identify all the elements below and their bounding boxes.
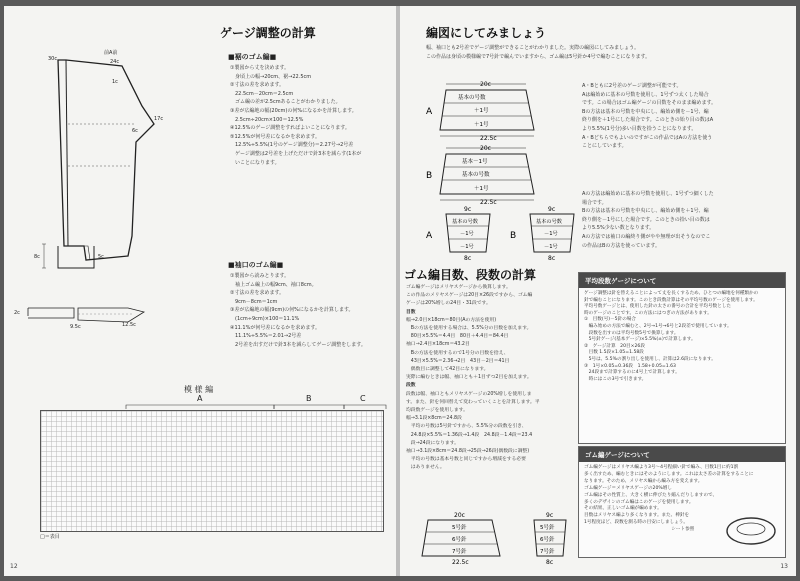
page-number-right: 13 <box>780 563 788 570</box>
cuff-needle-row2: 6号針 <box>540 537 555 543</box>
cuff-needle-row3: 7号針 <box>540 549 555 555</box>
rib-heading: ■裾のゴム編■ <box>228 53 277 61</box>
diagram-b-letter: B <box>426 171 433 181</box>
average-gauge-box-body: ゲージ調整は針を替えることによって丈を長くするため、ひとつの編地を何種類かの 針で編むことになります。このとき段数計算はその平均号数のゲージを使用します。 平均号数ゲージとは、使用した針の太さの番号の合計を平均号数とした 時のゲージのことです。この方法にはつぎの方法があります。 ① 目数(号)－5針の場合 編み始めの方法で編むと、2号→1号→6号と2段差で使用しています。 段数を出すのは平均号数5号で換算します。 5号針ゲージ(基本ゲージ)×5.5%(±)で計算します。 ② ゲージ計算 20目×26段 目数 1.5段×1.05=1.58段 5号は、5.5%の割り出しを使用し、計算は2.6段になります。 ③ 1号×0.05=0.36段 1.58+0.05=1.63 24段まで計算するのに4号上で計算します。 時にはこの3号で引きます。 <box>584 291 759 382</box>
diagram-b-bottom: 22.5c <box>480 199 497 204</box>
cuff-diagram-a <box>422 204 512 262</box>
body-rib-needle-diagram <box>408 510 516 566</box>
right-page-title: 編図にしてみましょう <box>426 26 547 40</box>
label-5c: 5c <box>98 254 104 260</box>
cuff-heading: ■袖口のゴム編■ <box>228 261 284 269</box>
rib-gauge-box <box>578 446 786 558</box>
label-12-5c: 12.5c <box>122 322 136 328</box>
label-6c: 6c <box>132 128 138 134</box>
average-gauge-box <box>578 272 786 444</box>
diagram-a-bottom: 22.5c <box>480 135 497 140</box>
body-diagram-row1: 5号針 <box>452 525 467 531</box>
rib-gauge-box-title: ゴム編ゲージについて <box>579 447 785 462</box>
rib-calculation-text: ①製図から丈を決めます。 身頃上の幅→20cm、裾→22.5cm ②寸法の差を求めます。 22.5cm－20cm＝2.5cm ゴム編の差が2.5cmあることがわかりました。 ③差が広編地の幅(20cm)の何%になるかを計算します。 2.5cm÷20cm×100＝12.5% ④12.5%のゲージ調整をすればよいことになります。 ⑤12.5%が何号差になるかを求めます。 12.5%÷5.5%(1号のゲージ調整分)＝2.27号→2号差 ゲージ調整は2号差を上げただけで針3本を減らす(1本が いことになります。 <box>230 65 362 166</box>
right-page <box>400 6 796 576</box>
diagram-b-top: 20c <box>480 145 491 152</box>
cuff-needle-top: 9c <box>546 512 554 519</box>
cuff-b-row2: －1号 <box>544 231 558 237</box>
diagram-a-row3: ＋1号 <box>474 122 489 128</box>
rib-diagram-b <box>422 142 572 204</box>
label-8c: 8c <box>34 254 40 260</box>
rib-swatch-illustration <box>723 513 779 549</box>
body-diagram-row2: 6号針 <box>452 537 467 543</box>
rib-diagram-a <box>422 78 572 140</box>
cuff-a-bottom: 8c <box>464 255 472 262</box>
label-front: 前A前 <box>104 50 118 56</box>
label-9-5c: 9.5c <box>70 324 81 330</box>
chart-letter-b: B <box>306 394 312 403</box>
diagram-a-row1: 基本の号数 <box>458 95 486 101</box>
left-page <box>4 6 396 576</box>
cuff-needle-bottom: 8c <box>546 559 554 566</box>
diagram-a-row2: ＋1号 <box>474 108 489 114</box>
average-gauge-box-title: 平均段数ゲージについて <box>579 273 785 288</box>
cuff-a-row2: －1号 <box>460 231 474 237</box>
diagram-b-row3: ＋1号 <box>474 186 489 192</box>
diagram-b-row2: 基本の号数 <box>462 172 490 178</box>
cuff-a-top: 9c <box>464 206 472 213</box>
chart-legend: □＝表目 <box>40 534 60 540</box>
right-intro-text: 幅、袖口とも2号差でゲージ調整ができることがわかりました。実際の編図にしてみましょう。 この作品は身頃の模様編で7号針で編んでいますから、ゴム編は5号針か4号で編むことになります。 <box>426 45 651 60</box>
cuff-needle-row1: 5号針 <box>540 525 555 531</box>
body-diagram-row3: 7号針 <box>452 549 467 555</box>
cuff-b-letter: B <box>510 231 517 241</box>
left-page-title: ゲージ調整の計算 <box>220 26 316 40</box>
cuff-rib-needle-diagram <box>520 510 580 566</box>
cuff-b-bottom: 8c <box>548 255 556 262</box>
label-24c: 24c <box>110 59 120 65</box>
diagram-a-top: 20c <box>480 81 491 88</box>
cuff-b-row1: 基本の号数 <box>536 219 562 225</box>
diagram-b-row1: 基本－1号 <box>462 159 488 165</box>
body-diagram-bottom: 22.5c <box>452 559 469 566</box>
cuff-calculation-text: ①製図から読みとります。 袖上ゴム編上の幅9cm、袖口8cm。 ②寸法の差を求めます。 9cm－8cm＝1cm ③差が広編地の幅(9cm)の何%になるかを計算します。 (1cm÷9cm)×100＝11.1% ④11.1%が何号差になるかを求めます。 11.1%÷5.5%＝2.01→2号差 2号差を出すだけで針3本を減らしてゲージ調整をします。 <box>230 273 366 348</box>
chart-letter-a: A <box>197 394 203 403</box>
label-30c: 30c <box>48 56 58 62</box>
method-explanation-2: Aの方法は編始めに基本の号数を使用し、1号ずつ細くした 場合です。 Bの方法は基本の号数を中央にし、編始め側を＋1号、編 終り側を－1号にした場合です。このときの拾い目の数は より5.5%少ない数となります。 Aの方法では袖口の編終り側がやや無理が出そうなのでこ の作品はBの方法を使っています。 <box>582 191 714 249</box>
cuff-b-top: 9c <box>548 206 556 213</box>
cuff-a-letter: A <box>426 231 433 241</box>
sweater-pattern-diagram <box>24 46 164 336</box>
label-17c: 17c <box>154 116 164 122</box>
label-2c: 2c <box>14 310 20 316</box>
body-diagram-top: 20c <box>454 512 465 519</box>
label-1c: 1c <box>112 79 118 85</box>
rib-gauge-box-body: ゴム編ゲージはメリヤス編より3号～4号程細い針で編み、目数1目に約1割 多く出すため、編むときにはそのようにします。これは太さ差の計算をすることに なります。そのため、メリヤス編から編み方を変えます。 ゴム編ゲージ＝メリヤスゲージの20%増し ゴム編はその性質上、大きく横に伸びたり縮んだりしますので、 多くのデザインのゴム編はこのゲージを使用します。 その結果、正しいゴム編が編めます。 目数はメリヤス編より多くなります。また、棒針を 1号程度ほど、段数を測る時の目安にしましょう。 シート参照 <box>584 465 754 533</box>
cuff-b-row3: －1号 <box>544 244 558 250</box>
rib-count-section-title: ゴム編目数、段数の計算 <box>404 268 537 282</box>
chart-letter-c: C <box>360 394 366 403</box>
knitting-pattern-chart <box>40 410 384 532</box>
diagram-a-letter: A <box>426 107 433 117</box>
cuff-a-row1: 基本の号数 <box>452 219 478 225</box>
method-explanation-1: A・Bともに2号差のゲージ調整が可能です。 Aは編始めに基本の号数を使用し、1号ずつ太くした場合 です。この場合はゴム編ゲージの目数をそのまま編めます。 Bの方法は基本の号数を中央にし、編始め側を－1号、編 終り側を＋1号にした場合です。このときの始り目の数はA より5.5%(1号分)多い目数を拾うことになります。 A・Bどちらでもよいのですがこの作品ではAの方法を使う ことにしています。 <box>582 83 717 150</box>
rib-count-calculation: ゴム編ゲージはメリヤスゲージから換算します。 この作品のメリヤスゲージは20目×26段ですから、ゴム編 ゲージは20%増しの24目・31段です。 目数 幅→2.0目×18cm＝80目(Aの方法を使用) Bの方法を使用する場合は、5.5%分の目数を加えます。 80目×5.5%＝4.4目 80目＋4.4目＝84.4目 袖口→2.4目×18cm＝43.2目 Bの方法を使用するので1号分の目数を拾え、 43目×5.5%＝2.36→2目 43目－2目＝41目 偶数目に調整して42目になります。 実際に編むときは幅、袖口とも＋1目ずつ2目を加えます。 段数 段数は幅、袖口ともメリヤスゲージの20%増しを使用しま す。また、針を何回替えて変わっていくことを計算します。平 均段数ゲージを使用します。 幅→3.1段×8cm＝24.8段 平均の号数は5号針ですから、5.5%分の段数を引き、 24.8段×5.5%＝1.36段→1.4段 24.8段－1.4段＝23.4 段→24段になります。 袖口→3.1段×8cm＝24.8段→25段→26段(偶数段に調整) 平均の号数は基本号数と同じですから増減をする必要 はありません。 <box>406 285 540 471</box>
pattern-chart-title: 模 様 編 <box>184 385 214 394</box>
cuff-a-row3: －1号 <box>460 244 474 250</box>
page-number-left: 12 <box>10 563 18 570</box>
